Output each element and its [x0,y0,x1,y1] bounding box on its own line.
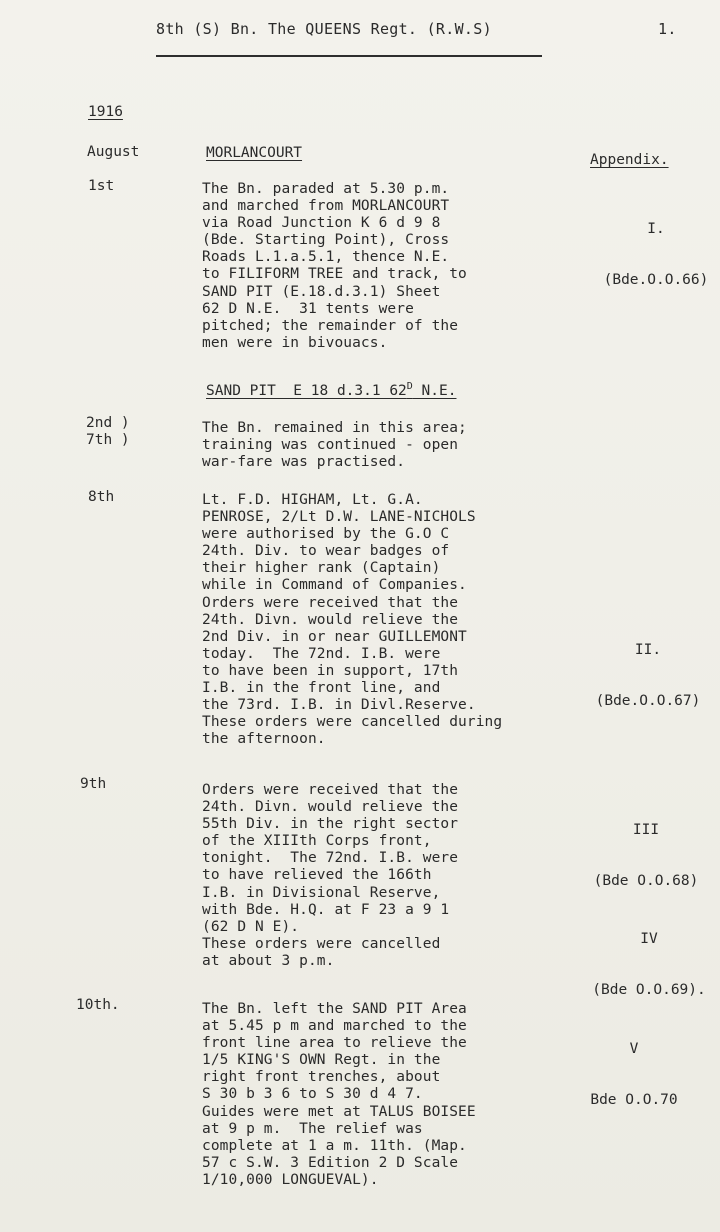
text-line: The Bn. remained in this area; [202,420,467,436]
location-heading-morlancourt: MORLANCOURT [206,145,303,161]
text-line: These orders were cancelled [202,935,441,952]
text-line: men were in bivouacs. [202,334,388,351]
text-line: while in Command of Companies. [202,577,467,594]
text-line: at 9 p m. The relief was [202,1120,423,1137]
location-tail: N.E. [412,383,457,399]
text-line: via Road Junction K 6 d 9 8 [202,215,441,232]
text-line: training was continued - open [202,437,459,454]
text-line: 2nd Div. in or near GUILLEMONT [202,628,467,645]
entry-text-8th [202,492,502,748]
appendix-number: V [629,1041,639,1057]
text-line: Guides were met at TALUS BOISEE [202,1103,476,1120]
appendix-order: (Bde.O.O.67) [595,693,701,709]
text-line: their higher rank (Captain) [202,560,441,577]
text-line: (62 D N E). [202,918,300,935]
text-line: right front trenches, about [202,1069,441,1086]
text-line: Lt. F.D. HIGHAM, Lt. G.A. [202,492,423,508]
text-line: I.B. in the front line, and [202,680,441,697]
text-line: complete at 1 a m. 11th. (Map. [202,1137,467,1154]
entry-date-9th: 9th [80,776,107,792]
header-rule [156,55,542,57]
text-line: 57 c S.W. 3 Edition 2 D Scale [202,1154,459,1171]
entry-text-9th [202,782,458,970]
appendix-number: II. [634,642,662,658]
text-line: pitched; the remainder of the [202,317,459,334]
text-line: S 30 b 3 6 to S 30 d 4 7. [202,1086,423,1103]
location-heading-sand-pit [206,381,456,399]
text-line: the afternoon. [202,731,326,748]
date-line: 7th ) [86,432,130,448]
entry-text-1st [202,181,467,352]
text-line: 24th. Div. to wear badges of [202,543,450,560]
text-line: at about 3 p.m. [202,952,335,969]
date-line: 2nd ) [86,415,130,431]
text-line: tonight. The 72nd. I.B. were [202,850,459,867]
text-line: The Bn. paraded at 5.30 p.m. [202,181,450,197]
location-sup: D [406,381,413,392]
appendix-order: (Bde O.O.69). [592,982,706,998]
text-line: Orders were received that the [202,594,459,611]
entry-date-2nd-7th [86,415,130,449]
appendix-order: (Bde O.O.68) [593,873,699,889]
text-line: 62 D N.E. 31 tents were [202,300,414,317]
text-line: I.B. in Divisional Reserve, [202,884,441,901]
entry-text-10th [202,1001,476,1189]
appendix-number: I. [647,221,665,237]
text-line: SAND PIT (E.18.d.3.1) Sheet [202,283,441,300]
text-line: The Bn. left the SAND PIT Area [202,1001,467,1017]
appendix-ref-1 [594,187,718,323]
appendix-ref-5 [576,1007,692,1143]
text-line: These orders were cancelled during [202,714,503,731]
month-label: August [87,144,140,160]
text-line: PENROSE, 2/Lt D.W. LANE-NICHOLS [202,509,476,526]
text-line: to FILIFORM TREE and track, to [202,266,467,283]
appendix-order: (Bde.O.O.66) [603,272,709,288]
text-line: front line area to relieve the [202,1035,467,1052]
year-heading: 1916 [88,104,123,120]
location-main: SAND PIT E 18 d.3.1 62 [206,383,407,399]
appendix-number: III [632,822,660,838]
text-line: today. The 72nd. I.B. were [202,645,441,662]
text-line: Orders were received that the [202,782,459,798]
text-line: and marched from MORLANCOURT [202,198,450,215]
entry-date-10th: 10th. [76,997,120,1013]
text-line: to have relieved the 166th [202,867,432,884]
text-line: 1/10,000 LONGUEVAL). [202,1171,379,1188]
text-line: of the XIIIth Corps front, [202,833,432,850]
entry-date-1st: 1st [88,178,115,194]
entry-date-8th: 8th [88,489,115,505]
text-line: 1/5 KING'S OWN Regt. in the [202,1052,441,1069]
text-line: (Bde. Starting Point), Cross [202,232,450,249]
appendix-ref-2 [586,608,710,744]
text-line: 55th Div. in the right sector [202,816,459,833]
entry-text-2nd-7th [202,420,467,471]
appendix-order: Bde O.O.70 [590,1092,678,1108]
text-line: with Bde. H.Q. at F 23 a 9 1 [202,901,450,918]
page-number: 1. [658,20,677,38]
document-title: 8th (S) Bn. The QUEENS Regt. (R.W.S) [156,20,492,38]
text-line: 24th. Divn. would relieve the [202,799,459,816]
appendix-heading: Appendix. [590,152,669,168]
text-line: were authorised by the G.O C [202,526,450,543]
text-line: Roads L.1.a.5.1, thence N.E. [202,249,450,266]
appendix-number: IV [640,931,658,947]
text-line: 24th. Divn. would relieve the [202,611,459,628]
text-line: at 5.45 p m and marched to the [202,1018,467,1035]
text-line: war-fare was practised. [202,454,406,471]
text-line: to have been in support, 17th [202,662,459,679]
text-line: the 73rd. I.B. in Divl.Reserve. [202,697,476,714]
